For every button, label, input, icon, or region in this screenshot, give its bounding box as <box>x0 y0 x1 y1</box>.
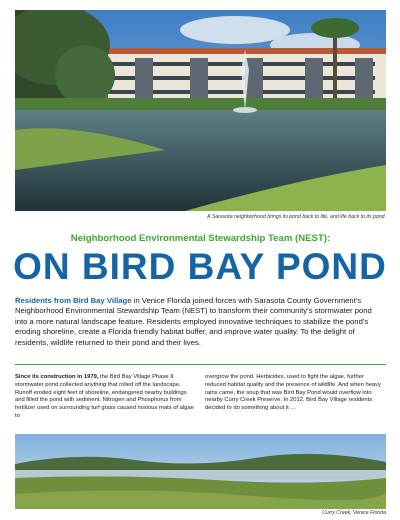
creek-photo-illustration <box>15 434 386 509</box>
bottom-caption: Curry Creek, Venice Florida <box>322 510 386 516</box>
divider <box>15 364 386 365</box>
column-left <box>15 374 195 421</box>
headline: ON BIRD BAY POND <box>13 246 387 287</box>
column-right: overgrow the pond. Herbicides, used to fight the algae, further reduced habitat quality and the presence of wildlife. And when heavy rains came, the soup that was Bird Bay Pond would overflow into nearby Curry Creek Preserve. In 2012, Bird Bay Village residents decided to do something about it ... <box>205 374 381 412</box>
lead-rest: in Venice Florida joined forces with Sarasota County Government's Neighborhood Environmental Stewardship Team (NEST) to transform their community's stormwater pond into a more natural landscape feature. Residents employed innovative techniques to stabilize the pond's eroding shoreline, create a Florida friendly habitat buffer, and improve water quality. To the delight of residents, wildlife returned to their pond and their lives. <box>15 296 372 347</box>
hero-photo <box>15 10 386 211</box>
bottom-photo <box>15 434 386 509</box>
lead-paragraph <box>15 296 386 348</box>
kicker: Neighborhood Environmental Stewardship Team (NEST): <box>70 233 331 244</box>
lead-strong: Residents from Bird Bay Village <box>15 296 132 305</box>
hero-caption: A Sarasota neighborhood brings its pond back to life, and life back to its pond. <box>207 214 386 220</box>
pond-photo-illustration <box>15 10 386 211</box>
column-left-rest: the Bird Bay Village Phase II stormwater pond collected anything that rolled off the landscape. Runoff eroded eight feet of shoreline, endangered nearby buildings and filled the pond with sediment. Nitrogen and Phosphorus from fertilizer used on surrounding turf grass caused noxious mats of algae to <box>15 374 194 419</box>
column-left-strong: Since its construction in 1979, <box>15 374 99 380</box>
